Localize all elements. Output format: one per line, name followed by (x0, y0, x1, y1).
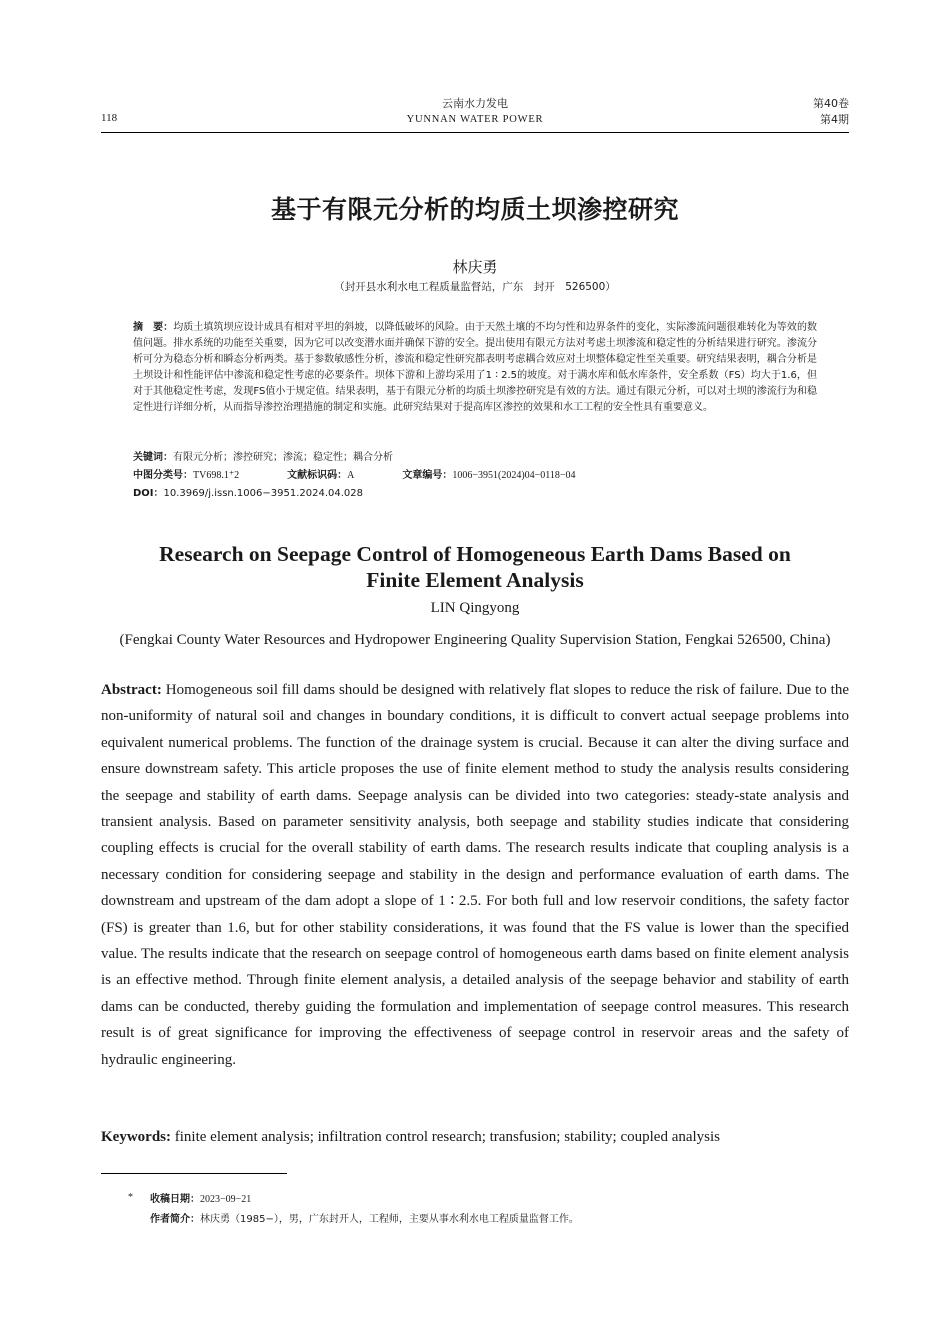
bio-label: 作者简介： (150, 1214, 200, 1225)
cn-doi-line (133, 486, 363, 502)
cn-keywords-label: 关键词： (133, 452, 173, 463)
en-abstract-text: Homogeneous soil fill dams should be designed with relatively flat slopes to reduce the risk of failure. Due to the non-uniformity of natural soil and changes in boundary conditions, it is difficult to convert actual seepage problems into equivalent numerical problems. The function of the drainage system is crucial. Because it can alter the diving surface and ensure downstream safety. This article proposes the use of finite element method to study the analysis results considering the seepage and stability of earth dams. Seepage analysis can be divided into two categories: steady-state analysis and transient analysis. Based on parameter sensitivity analysis, both seepage and stability studies indicate that considering coupling effects is crucial for the overall stability of earth dams. The research results indicate that coupling analysis is a necessary condition for considering seepage and stability in the design and performance evaluation of earth dams. The downstream and upstream of the dam adopt a slope of 1 ∶ 2.5. For both full and low reservoir conditions, the safety factor (FS) is greater than 1.6, but for other stability considerations, it was found that the FS value is lower than the specified value. The results indicate that the research on seepage control of homogeneous earth dams based on finite element analysis is an effective method. Through finite element analysis, a detailed analysis of the seepage behavior and stability of earth dams can be conducted, thereby guiding the formulation and implementation of seepage control measures. This research result is of great significance for improving the effectiveness of seepage control in reservoir areas and the safety of hydraulic engineering. (101, 682, 850, 1068)
doi-value: 10.3969/j.issn.1006−3951.2024.04.028 (163, 488, 363, 499)
en-affiliation: (Fengkai County Water Resources and Hydropower Engineering Quality Supervision Station, Fengkai 526500, China) (119, 632, 831, 648)
cn-abstract-label: 摘 要： (133, 322, 174, 333)
en-author: LIN Qingyong (430, 600, 520, 616)
received-label: 收稿日期： (150, 1194, 200, 1205)
author-bio (150, 1212, 579, 1228)
doi-label: DOI： (133, 488, 164, 499)
en-abstract (101, 677, 849, 1073)
running-header (101, 96, 849, 133)
cn-classification-line (133, 468, 576, 484)
clc-value: TV698.1⁺2 (193, 470, 240, 481)
bio-value: 林庆勇（1985−），男，广东封开人，工程师，主要从事水利水电工程质量监督工作。 (200, 1214, 579, 1225)
cn-author: 林庆勇 (452, 258, 498, 276)
volume-issue (813, 96, 849, 128)
received-date (150, 1192, 251, 1208)
volume: 第40卷 (813, 97, 849, 110)
en-keywords-text: finite element analysis; infiltration control research; transfusion; stability; coupled analysis (174, 1129, 721, 1145)
received-value: 2023−09−21 (200, 1194, 252, 1205)
doc-code-label: 文献标识码： (287, 470, 348, 481)
en-keywords-label: Keywords: (101, 1129, 171, 1145)
journal-name-en: YUNNAN WATER POWER (406, 114, 544, 125)
en-title-line-1: Research on Seepage Control of Homogeneous Earth Dams Based on (159, 542, 791, 566)
cn-affiliation: （封开县水利水电工程质量监督站，广东 封开 526500） (334, 281, 616, 293)
en-abstract-label: Abstract: (101, 682, 162, 698)
cn-keywords (133, 450, 393, 466)
en-keywords (101, 1126, 849, 1148)
article-no-value: 1006−3951(2024)04−0118−04 (452, 470, 576, 481)
doc-code-value: A (347, 470, 355, 481)
clc-label: 中图分类号： (133, 470, 193, 481)
article-no-label: 文章编号： (402, 470, 453, 481)
cn-abstract-text: 均质土填筑坝应设计成具有相对平坦的斜坡，以降低破坏的风险。由于天然土壤的不均匀性和边界条件的变化，实际渗流问题很难转化为等效的数值问题。排水系统的功能至关重要，因为它可以改变潜水面并确保下游的安全。提出使用有限元方法对考虑土坝渗流和稳定性的分析结果进行研究。渗流分析可分为稳态分析和瞬态分析两类。基于参数敏感性分析，渗流和稳定性研究都表明考虑耦合效应对土坝整体稳定性至关重要。研究结果表明，耦合分析是土坝设计和性能评估中渗流和稳定性考虑的必要条件。坝体下游和上游均采用了1 ∶ 2.5的坡度。对于满水库和低水库条件，安全系数（FS）均大于1.6，但对于其他稳定性考虑，发现FS值小于规定值。结果表明，基于有限元分析的均质土坝渗控研究是有效的方法。通过有限元分析，可以对土坝的渗流行为和稳定性进行详细分析，从而指导渗控治理措施的制定和实施。此研究结果对于提高库区渗控的效果和水工工程的安全性具有重要意义。 (133, 322, 818, 414)
cn-keywords-text: 有限元分析；渗控研究；渗流；稳定性；耦合分析 (173, 452, 393, 463)
page-number: 118 (101, 112, 118, 124)
issue: 第4期 (820, 113, 849, 126)
en-title-line-2: Finite Element Analysis (366, 568, 584, 592)
footnote-marker: * (128, 1192, 133, 1203)
en-title (0, 541, 950, 593)
footnote-rule (101, 1173, 287, 1174)
cn-title: 基于有限元分析的均质土坝渗控研究 (270, 195, 679, 224)
journal-name-cn: 云南水力发电 (442, 97, 508, 110)
cn-abstract (133, 320, 817, 417)
journal-name (101, 96, 849, 128)
